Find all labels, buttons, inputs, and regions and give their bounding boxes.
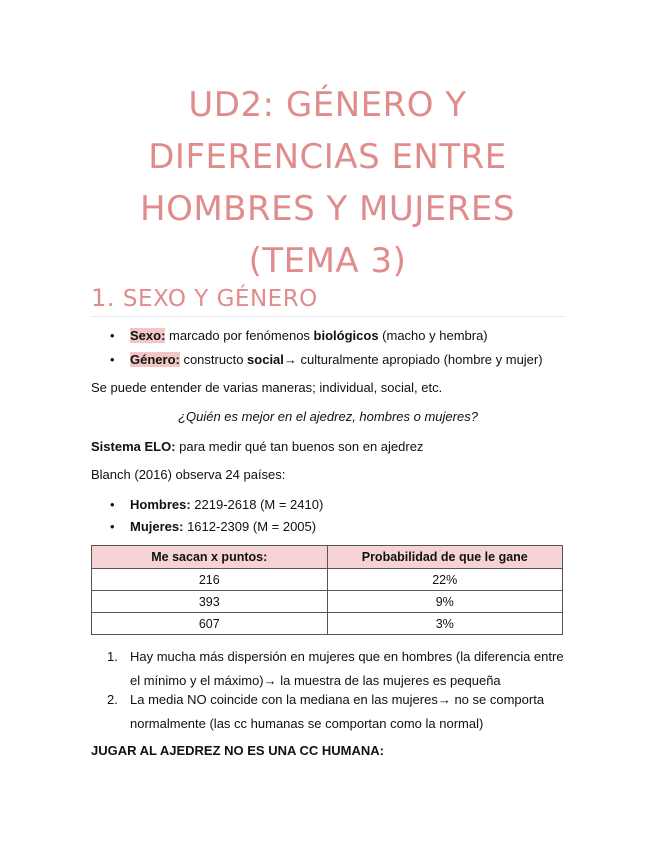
title-line-3: HOMBRES Y MUJERES <box>140 189 515 229</box>
section-number: 1. <box>91 284 115 312</box>
list-item-line: Hay mucha más dispersión en mujeres que en hombres (la diferencia entre <box>130 649 564 664</box>
list-number: 2. <box>107 692 118 707</box>
bullet-icon: • <box>110 519 115 534</box>
definition-term: Sexo: <box>130 328 166 343</box>
range-value: 2219-2618 (M = 2410) <box>190 497 324 512</box>
list-item <box>130 645 564 693</box>
final-heading: JUGAR AL AJEDREZ NO ES UNA CC HUMANA: <box>91 743 384 758</box>
section-heading <box>91 284 565 317</box>
title-line-1: UD2: GÉNERO Y <box>188 85 467 125</box>
table-cell: 216 <box>92 569 328 591</box>
table-header-cell: Me sacan x puntos: <box>92 546 328 569</box>
table-cell: 3% <box>327 613 563 635</box>
list-item-line: normalmente (las cc humanas se comportan como la normal) <box>130 716 484 731</box>
definition-bold: biológicos <box>313 328 379 343</box>
range-hombres <box>130 496 323 514</box>
range-value: 1612-2309 (M = 2005) <box>183 519 317 534</box>
table-cell: 393 <box>92 591 328 613</box>
range-label: Hombres: <box>130 497 191 512</box>
bullet-icon: • <box>110 328 115 343</box>
bullet-icon: • <box>110 497 115 512</box>
section-title: SEXO Y GÉNERO <box>122 286 318 312</box>
definition-term: Género: <box>130 352 180 367</box>
page-title <box>60 79 595 287</box>
definition-post: → culturalmente apropiado (hombre y mujer) <box>283 352 543 367</box>
elo-probability-table <box>91 545 563 635</box>
definition-bold: social <box>247 352 284 367</box>
table-header-cell: Probabilidad de que le gane <box>327 546 563 569</box>
table-row <box>92 613 563 635</box>
definition-post: (macho y hembra) <box>378 328 488 343</box>
definition-pre: marcado por fenómenos <box>165 328 314 343</box>
table-cell: 607 <box>92 613 328 635</box>
title-line-4: (TEMA 3) <box>248 241 407 281</box>
range-label: Mujeres: <box>130 519 184 534</box>
bullet-icon: • <box>110 352 115 367</box>
definition-pre: constructo <box>179 352 248 367</box>
title-line-2: DIFERENCIAS ENTRE <box>148 137 507 177</box>
table-row <box>92 591 563 613</box>
list-item <box>130 688 564 736</box>
paragraph-intro: Se puede entender de varias maneras; individual, social, etc. <box>91 380 443 395</box>
table-cell: 9% <box>327 591 563 613</box>
range-mujeres <box>130 518 316 536</box>
definition-sexo <box>130 327 488 345</box>
paragraph-blanch: Blanch (2016) observa 24 países: <box>91 467 286 482</box>
list-number: 1. <box>107 649 118 664</box>
list-item-line: La media NO coincide con la mediana en las mujeres→ no se comporta <box>130 692 545 707</box>
definition-genero <box>130 351 543 369</box>
elo-term: Sistema ELO: <box>91 439 176 454</box>
list-item-line: el mínimo y el máximo)→ la muestra de las mujeres es pequeña <box>130 673 501 688</box>
table-cell: 22% <box>327 569 563 591</box>
table-row <box>92 569 563 591</box>
table-header-row <box>92 546 563 569</box>
elo-text: para medir qué tan buenos son en ajedrez <box>175 439 424 454</box>
question-text: ¿Quién es mejor en el ajedrez, hombres o mujeres? <box>178 409 478 424</box>
paragraph-elo <box>91 438 565 456</box>
